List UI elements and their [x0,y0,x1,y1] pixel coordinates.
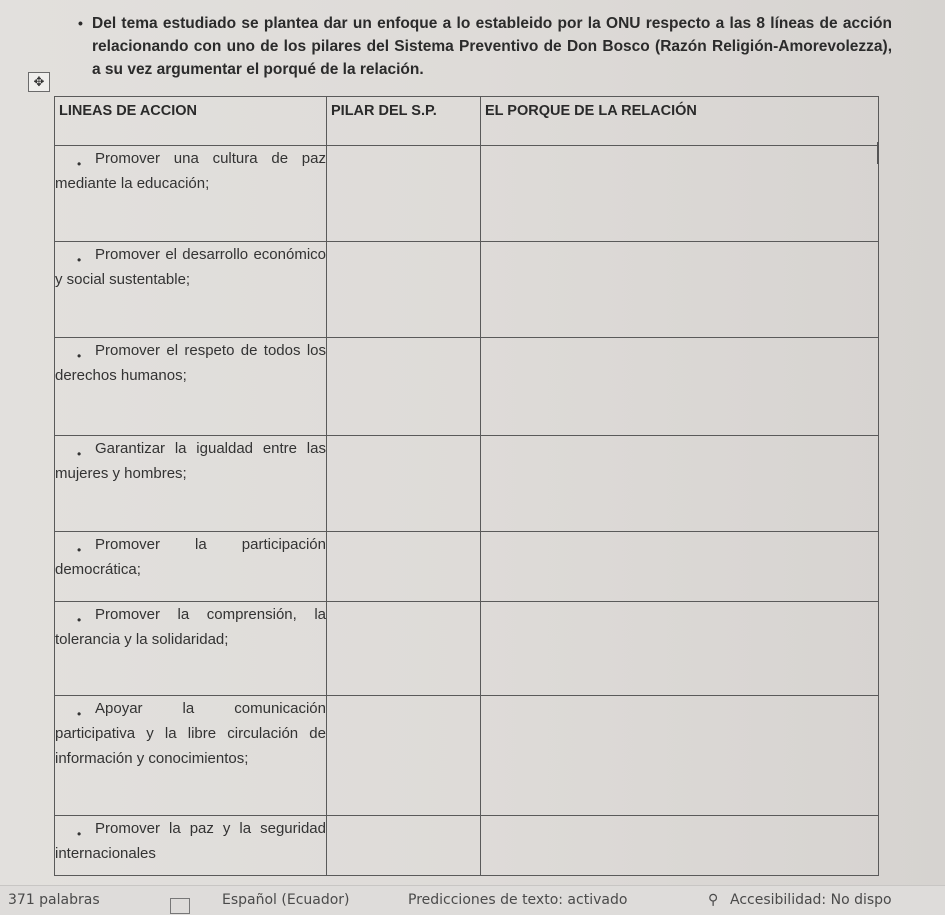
cell-porque[interactable] [481,696,879,816]
cell-porque[interactable] [481,532,879,602]
bullet-icon: • [77,253,82,267]
accessibility-icon[interactable]: ⚲ [708,892,719,908]
bullet-icon: • [77,707,82,721]
cell-porque[interactable] [481,146,879,242]
header-lineas[interactable]: LINEAS DE ACCION [55,97,327,146]
table-header-row [55,97,879,146]
accessibility-status[interactable]: Accesibilidad: No dispo [730,892,892,908]
table-row [55,532,879,602]
cell-porque[interactable] [481,602,879,696]
text-predictions-status[interactable]: Predicciones de texto: activado [408,892,628,908]
bullet-icon: • [77,447,82,461]
cell-pilar[interactable] [327,602,481,696]
bullet-icon: • [77,543,82,557]
bullet-icon: • [78,15,83,31]
cell-line[interactable]: • Promover el respeto de todos los derechos humanos; [55,338,327,436]
table-row [55,696,879,816]
cell-line[interactable]: • Promover el desarrollo económico y social sustentable; [55,242,327,338]
cell-line[interactable]: • Promover una cultura de paz mediante la educación; [55,146,327,242]
cell-pilar[interactable] [327,338,481,436]
cell-pilar[interactable] [327,696,481,816]
word-count[interactable]: 371 palabras [8,892,100,908]
header-porque[interactable]: EL PORQUE DE LA RELACIÓN [481,97,879,146]
bullet-icon: • [77,349,82,363]
relation-table[interactable] [54,96,879,876]
table-row [55,242,879,338]
table-row [55,602,879,696]
status-bar [0,885,945,915]
cell-line[interactable]: • Garantizar la igualdad entre las mujeres y hombres; [55,436,327,532]
cell-line[interactable]: • Promover la participación democrática; [55,532,327,602]
table-move-handle-icon[interactable]: ✥ [28,72,50,92]
instruction-text: Del tema estudiado se plantea dar un enfoque a lo estableido por la ONU respecto a las 8 líneas de acción relacionando con uno de los pilares del Sistema Preventivo de Don Bosco (Razón Religión-Amorevolezza), a su vez argumentar el porqué de la relación. [92,15,892,78]
language-status[interactable]: Español (Ecuador) [222,892,350,908]
bullet-icon: • [77,827,82,841]
instruction-paragraph [78,12,892,81]
cell-pilar[interactable] [327,146,481,242]
cell-pilar[interactable] [327,436,481,532]
cell-line[interactable]: • Apoyar la comunicación participativa y la libre circulación de información y conocimientos; [55,696,327,816]
cell-porque[interactable] [481,816,879,876]
cell-line[interactable]: • Promover la comprensión, la tolerancia y la solidaridad; [55,602,327,696]
cell-porque[interactable] [481,242,879,338]
cell-porque[interactable] [481,436,879,532]
bullet-icon: • [77,157,82,171]
bullet-icon: • [77,613,82,627]
cell-pilar[interactable] [327,242,481,338]
text-cursor [877,142,879,164]
header-pilar[interactable]: PILAR DEL S.P. [327,97,481,146]
table-row [55,436,879,532]
cell-pilar[interactable] [327,532,481,602]
table-row [55,816,879,876]
cell-pilar[interactable] [327,816,481,876]
table-row [55,338,879,436]
cell-porque[interactable] [481,338,879,436]
table-row [55,146,879,242]
cell-line[interactable]: • Promover la paz y la seguridad internacionales [55,816,327,876]
